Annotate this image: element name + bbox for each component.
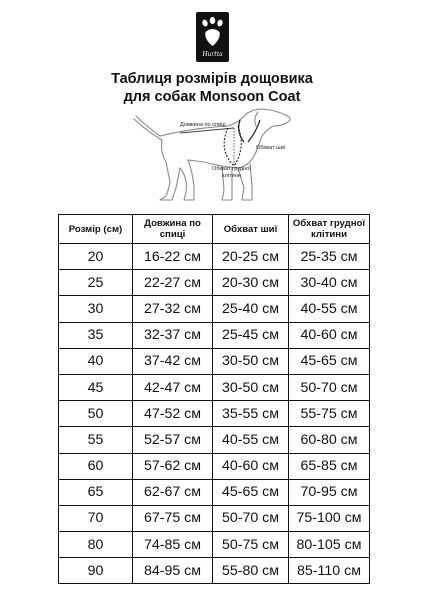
cell-chest-girth: 25-35 см <box>289 244 370 270</box>
table-row <box>59 479 370 505</box>
chest-label-line-1: Обхват грудної <box>212 166 251 172</box>
cell-neck-girth: 50-75 см <box>213 532 289 558</box>
cell-size: 25 <box>59 270 133 296</box>
cell-back-length: 62-67 см <box>133 479 213 505</box>
chest-girth-label <box>212 166 251 180</box>
size-table <box>58 214 370 584</box>
table-row <box>59 427 370 453</box>
cell-size: 80 <box>59 532 133 558</box>
neck-girth-label: Обхват шиї <box>256 145 286 151</box>
cell-neck-girth: 50-70 см <box>213 505 289 531</box>
cell-size: 60 <box>59 453 133 479</box>
cell-chest-girth: 75-100 см <box>289 505 370 531</box>
cell-chest-girth: 80-105 см <box>289 532 370 558</box>
table-header-row <box>59 215 370 244</box>
cell-chest-girth: 85-110 см <box>289 558 370 584</box>
table-row <box>59 374 370 400</box>
header-size: Розмір (см) <box>59 215 133 244</box>
cell-neck-girth: 20-30 см <box>213 270 289 296</box>
table-row <box>59 505 370 531</box>
page-title <box>0 70 424 106</box>
table-row <box>59 558 370 584</box>
cell-size: 90 <box>59 558 133 584</box>
table-row <box>59 296 370 322</box>
cell-neck-girth: 55-80 см <box>213 558 289 584</box>
cell-chest-girth: 60-80 см <box>289 427 370 453</box>
cell-size: 50 <box>59 401 133 427</box>
cell-chest-girth: 30-40 см <box>289 270 370 296</box>
cell-size: 20 <box>59 244 133 270</box>
cell-back-length: 27-32 см <box>133 296 213 322</box>
cell-back-length: 52-57 см <box>133 427 213 453</box>
table-row <box>59 270 370 296</box>
cell-back-length: 32-37 см <box>133 322 213 348</box>
cell-neck-girth: 25-40 см <box>213 296 289 322</box>
cell-size: 35 <box>59 322 133 348</box>
cell-neck-girth: 30-50 см <box>213 348 289 374</box>
table-row <box>59 453 370 479</box>
table-row <box>59 532 370 558</box>
cell-size: 65 <box>59 479 133 505</box>
cell-neck-girth: 40-55 см <box>213 427 289 453</box>
table-row <box>59 348 370 374</box>
cell-size: 40 <box>59 348 133 374</box>
cell-neck-girth: 30-50 см <box>213 374 289 400</box>
cell-chest-girth: 40-55 см <box>289 296 370 322</box>
cell-neck-girth: 25-45 см <box>213 322 289 348</box>
table-row <box>59 401 370 427</box>
cell-size: 70 <box>59 505 133 531</box>
cell-back-length: 16-22 см <box>133 244 213 270</box>
title-line-2: для собак Monsoon Coat <box>123 89 301 105</box>
cell-neck-girth: 45-65 см <box>213 479 289 505</box>
cell-back-length: 57-62 см <box>133 453 213 479</box>
table-row <box>59 322 370 348</box>
cell-back-length: 67-75 см <box>133 505 213 531</box>
cell-chest-girth: 40-60 см <box>289 322 370 348</box>
cell-back-length: 42-47 см <box>133 374 213 400</box>
cell-neck-girth: 20-25 см <box>213 244 289 270</box>
cell-back-length: 22-27 см <box>133 270 213 296</box>
cell-neck-girth: 40-60 см <box>213 453 289 479</box>
cell-chest-girth: 65-85 см <box>289 453 370 479</box>
header-neck-girth: Обхват шиї <box>213 215 289 244</box>
chest-label-line-2: клітини <box>221 173 241 179</box>
cell-chest-girth: 50-70 см <box>289 374 370 400</box>
hurtta-logo <box>196 12 229 62</box>
cell-size: 45 <box>59 374 133 400</box>
cell-size: 30 <box>59 296 133 322</box>
header-chest-girth: Обхват грудної клітини <box>289 215 370 244</box>
table-row <box>59 244 370 270</box>
header-back-length: Довжина по спиці <box>133 215 213 244</box>
cell-chest-girth: 45-65 см <box>289 348 370 374</box>
cell-neck-girth: 35-55 см <box>213 401 289 427</box>
cell-back-length: 74-85 см <box>133 532 213 558</box>
cell-back-length: 47-52 см <box>133 401 213 427</box>
cell-chest-girth: 70-95 см <box>289 479 370 505</box>
cell-size: 55 <box>59 427 133 453</box>
table-body <box>59 244 370 584</box>
back-length-label: Довжина по спиці <box>180 122 226 128</box>
cell-chest-girth: 55-75 см <box>289 401 370 427</box>
cell-back-length: 37-42 см <box>133 348 213 374</box>
cell-back-length: 84-95 см <box>133 558 213 584</box>
logo-wordmark: Hurtta <box>202 51 223 58</box>
title-line-1: Таблиця розмірів дощовика <box>111 71 313 87</box>
